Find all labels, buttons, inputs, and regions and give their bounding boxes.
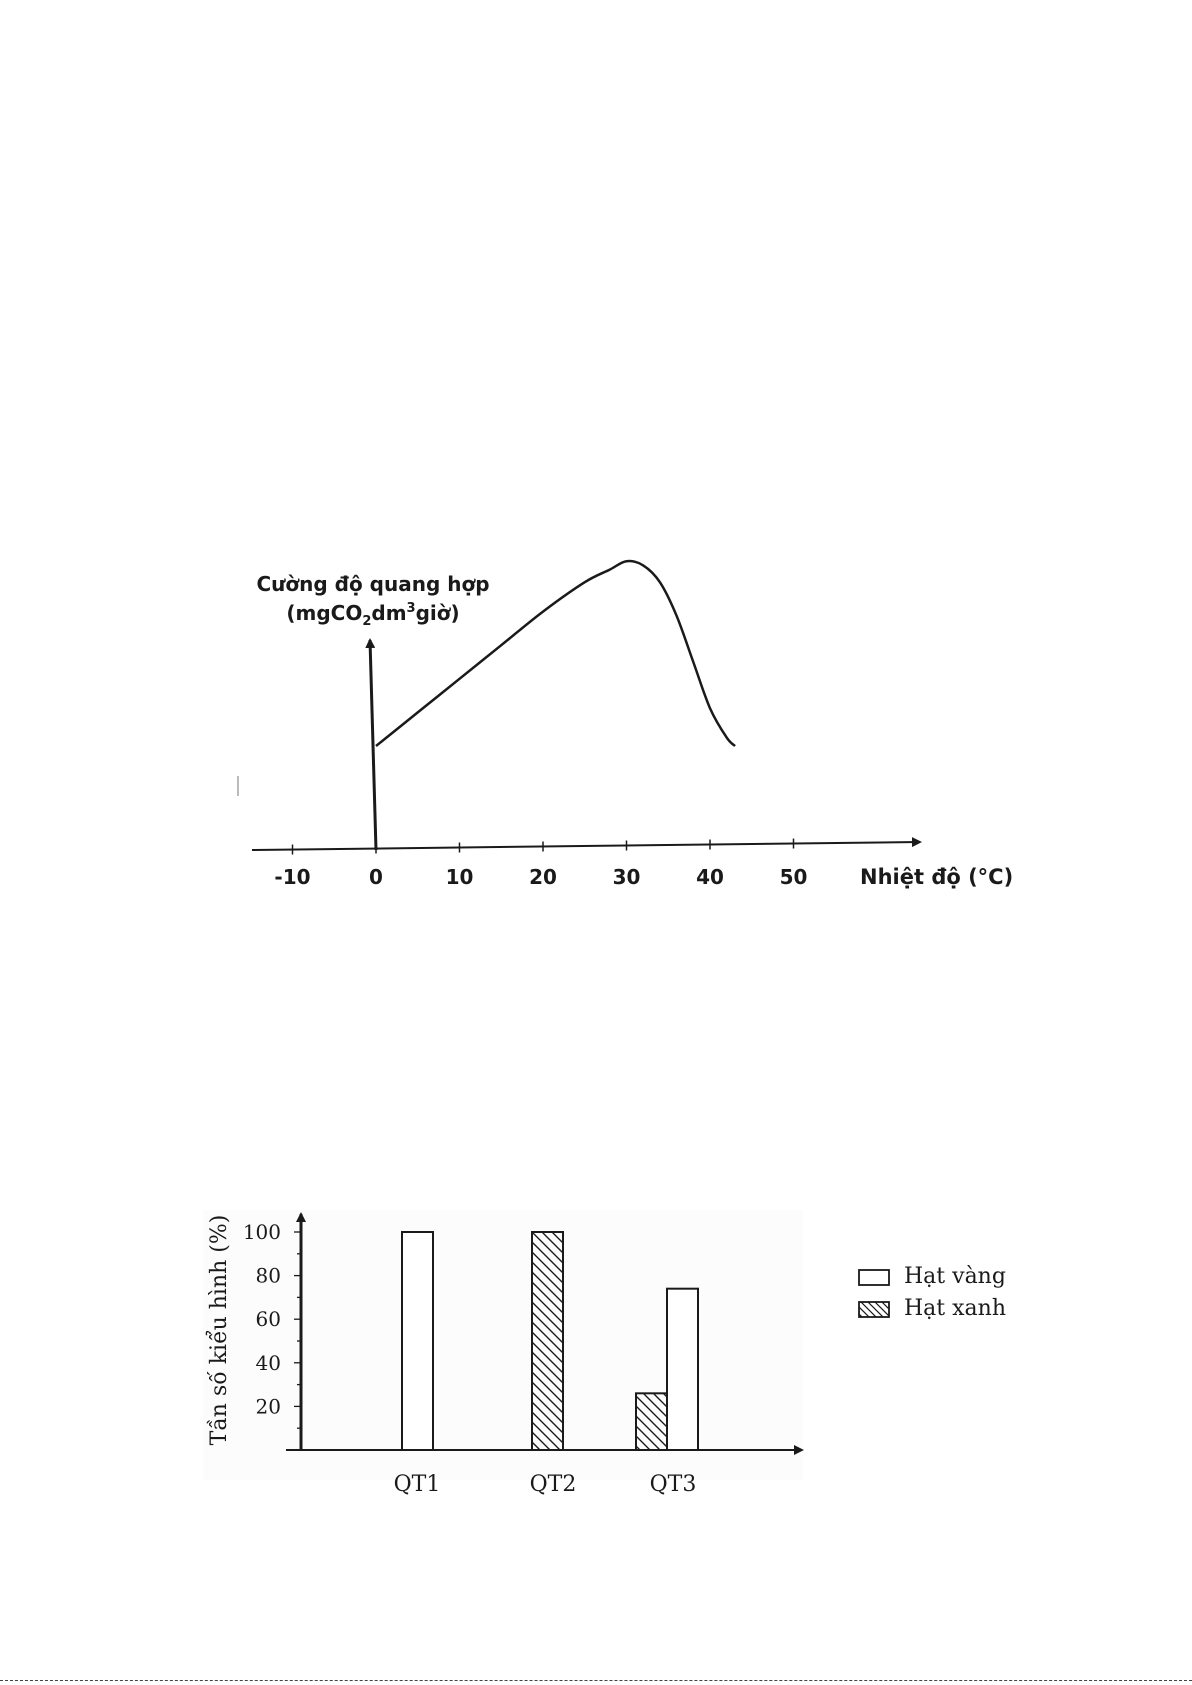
y-tick-label: 100 xyxy=(242,1220,281,1244)
chart1-xlabel: Nhiệt độ (°C) xyxy=(860,865,1014,889)
x-tick-label: 20 xyxy=(529,865,557,889)
y-tick-label: 40 xyxy=(255,1350,281,1375)
page-bottom-rule xyxy=(0,1680,1192,1682)
x-tick-label: 50 xyxy=(779,865,808,889)
ylabel-subscript-2: 2 xyxy=(362,614,372,629)
ylabel-part-3: dm xyxy=(371,601,407,625)
x-tick-label: 40 xyxy=(696,865,724,889)
chart1-x-axis xyxy=(252,842,920,850)
phenotype-frequency-chart xyxy=(203,1210,1006,1497)
ylabel-superscript-3: 3 xyxy=(406,601,416,616)
y-tick-label: 20 xyxy=(255,1394,281,1419)
x-tick-label: -10 xyxy=(274,865,311,889)
bar-qt2-hat-xanh xyxy=(532,1232,563,1450)
chart2-category-labels xyxy=(394,1472,697,1497)
category-label: QT1 xyxy=(393,1472,441,1497)
category-label: QT2 xyxy=(529,1472,577,1497)
legend-label-hat-xanh: Hạt xanh xyxy=(904,1296,1006,1321)
legend-swatch-hat-xanh xyxy=(859,1302,889,1317)
chart1-x-ticks xyxy=(293,839,794,855)
chart1-ylabel-line1: Cường độ quang hợp xyxy=(256,572,490,596)
bar-qt3-hat-xanh xyxy=(636,1393,667,1450)
chart2-background xyxy=(203,1210,803,1480)
x-tick-label: 0 xyxy=(369,865,383,889)
chart2-legend xyxy=(859,1264,1006,1321)
chart1-ylabel-line2 xyxy=(286,601,459,629)
legend-label-hat-vang: Hạt vàng xyxy=(904,1264,1006,1289)
bar-qt1-hat-vang xyxy=(402,1232,433,1450)
y-tick-label: 80 xyxy=(255,1263,281,1288)
x-tick-label: 30 xyxy=(612,865,641,889)
legend-swatch-hat-vang xyxy=(859,1270,889,1285)
chart2-ylabel: Tần số kiểu hình (%) xyxy=(207,1214,232,1446)
photosynthesis-temperature-chart xyxy=(238,561,1013,889)
bar-qt3-hat-vang xyxy=(667,1289,698,1450)
y-tick-label: 60 xyxy=(255,1307,281,1332)
x-tick-label: 10 xyxy=(445,865,474,889)
ylabel-part-1: (mgCO xyxy=(286,601,363,625)
ylabel-part-5: giờ) xyxy=(415,601,460,625)
category-label: QT3 xyxy=(649,1472,697,1497)
chart1-y-axis xyxy=(370,640,376,850)
chart1-x-tick-labels xyxy=(274,865,807,889)
